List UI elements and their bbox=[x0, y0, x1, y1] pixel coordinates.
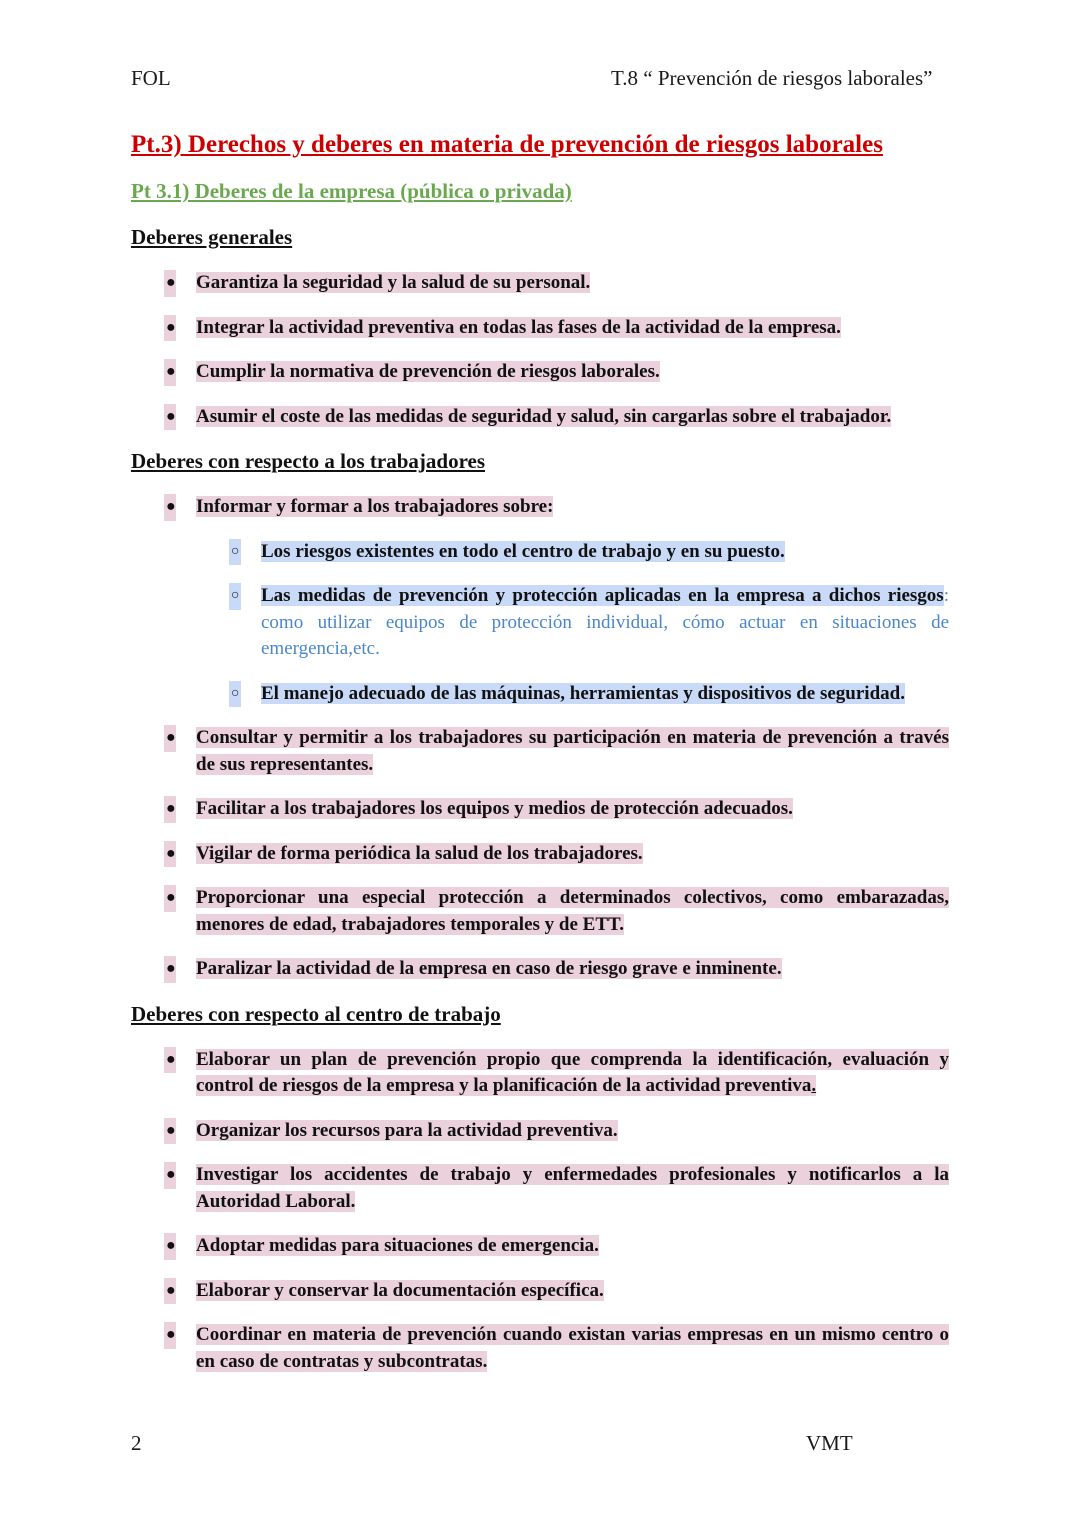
list-item: ● Asumir el coste de las medidas de seguridad y salud, sin cargarlas sobre el trabajador. bbox=[131, 404, 949, 431]
bullet-icon: ● bbox=[164, 725, 176, 752]
footer-initials: VMT bbox=[806, 1431, 853, 1455]
sublist-informar bbox=[196, 539, 949, 708]
list-item: ● Adoptar medidas para situaciones de emergencia. bbox=[131, 1233, 949, 1260]
sub-list-item: ○ Las medidas de prevención y protección aplicadas en la empresa a dichos riesgos: como utilizar equipos de protección individual, cómo actuar en situaciones de emergencia,etc. bbox=[231, 585, 949, 659]
list-item: ● Integrar la actividad preventiva en todas las fases de la actividad de la empresa. bbox=[131, 315, 949, 342]
bullet-icon: ● bbox=[164, 1118, 176, 1145]
list-item: ● Facilitar a los trabajadores los equipos y medios de protección adecuados. bbox=[131, 796, 949, 823]
list-deberes-trabajadores bbox=[131, 494, 949, 983]
bullet-icon: ● bbox=[164, 1278, 176, 1305]
bullet-icon: ● bbox=[164, 885, 176, 912]
bullet-icon: ● bbox=[164, 956, 176, 983]
list-item: ● Cumplir la normativa de prevención de riesgos laborales. bbox=[131, 359, 949, 386]
list-item: ● Investigar los accidentes de trabajo y enfermedades profesionales y notificarlos a la Autoridad Laboral. bbox=[166, 1164, 949, 1212]
list-item: ● Elaborar y conservar la documentación específica. bbox=[131, 1278, 949, 1305]
bullet-icon: ● bbox=[164, 1322, 176, 1349]
bullet-icon: ● bbox=[164, 270, 176, 297]
circle-bullet-icon: ○ bbox=[229, 681, 241, 708]
bullet-icon: ● bbox=[164, 796, 176, 823]
circle-bullet-icon: ○ bbox=[229, 539, 241, 566]
page-title: Pt.3) Derechos y deberes en materia de prevención de riesgos laborales bbox=[131, 131, 883, 158]
heading-deberes-centro: Deberes con respecto al centro de trabajo bbox=[131, 1001, 501, 1026]
sub-list-item: ○ El manejo adecuado de las máquinas, herramientas y dispositivos de seguridad. bbox=[196, 681, 949, 708]
list-item: ● Elaborar un plan de prevención propio que comprenda la identificación, evaluación y control de riesgos de la empresa y la planificación de la actividad preventiva. bbox=[166, 1048, 949, 1096]
heading-deberes-generales: Deberes generales bbox=[131, 225, 293, 249]
list-item: ● Garantiza la seguridad y la salud de su personal. bbox=[131, 270, 949, 297]
bullet-icon: ● bbox=[164, 494, 176, 521]
explanation-text: : como utilizar equipos de protección individual, cómo actuar en situaciones de emergencia,etc. bbox=[261, 585, 949, 659]
bullet-icon: ● bbox=[164, 1233, 176, 1260]
list-item: ● Coordinar en materia de prevención cuando existan varias empresas en un mismo centro o en caso de contratas y subcontratas. bbox=[166, 1324, 949, 1372]
heading-deberes-trabajadores: Deberes con respecto a los trabajadores bbox=[131, 449, 486, 473]
section-subtitle: Pt 3.1) Deberes de la empresa (pública o privada) bbox=[131, 179, 572, 203]
bullet-icon: ● bbox=[164, 404, 176, 431]
list-item: ● Consultar y permitir a los trabajadores su participación en materia de prevención a través de sus representantes. bbox=[166, 727, 949, 775]
list-deberes-centro bbox=[131, 1047, 949, 1376]
page-number: 2 bbox=[131, 1431, 142, 1455]
bullet-icon: ● bbox=[164, 1162, 176, 1189]
list-item: ● Proporcionar una especial protección a determinados colectivos, como embarazadas, menores de edad, trabajadores temporales y de ETT. bbox=[166, 887, 949, 935]
list-item: ● Paralizar la actividad de la empresa en caso de riesgo grave e inminente. bbox=[131, 956, 949, 983]
circle-bullet-icon: ○ bbox=[229, 583, 241, 610]
bullet-icon: ● bbox=[164, 359, 176, 386]
list-item: ● Vigilar de forma periódica la salud de los trabajadores. bbox=[131, 841, 949, 868]
list-deberes-generales bbox=[131, 270, 949, 430]
bullet-icon: ● bbox=[164, 1047, 176, 1074]
header-topic: T.8 “ Prevención de riesgos laborales” bbox=[611, 66, 933, 90]
header-subject: FOL bbox=[131, 66, 171, 90]
list-item: ● Informar y formar a los trabajadores sobre: ○ Los riesgos existentes en todo el centro de trabajo y en su puesto. ○ Las medidas de prevención y protección aplicadas en la empresa a dichos riesgos: como utilizar equipos de protección individual, cómo actuar en situaciones de emergencia,etc. ○ El manejo adecuado de las máquinas, herramientas y dispositivos de seguridad. bbox=[131, 494, 949, 707]
list-item: ● Organizar los recursos para la actividad preventiva. bbox=[131, 1118, 949, 1145]
page-content bbox=[131, 128, 949, 1375]
bullet-icon: ● bbox=[164, 841, 176, 868]
sub-list-item: ○ Los riesgos existentes en todo el centro de trabajo y en su puesto. bbox=[196, 539, 949, 566]
bullet-icon: ● bbox=[164, 315, 176, 342]
